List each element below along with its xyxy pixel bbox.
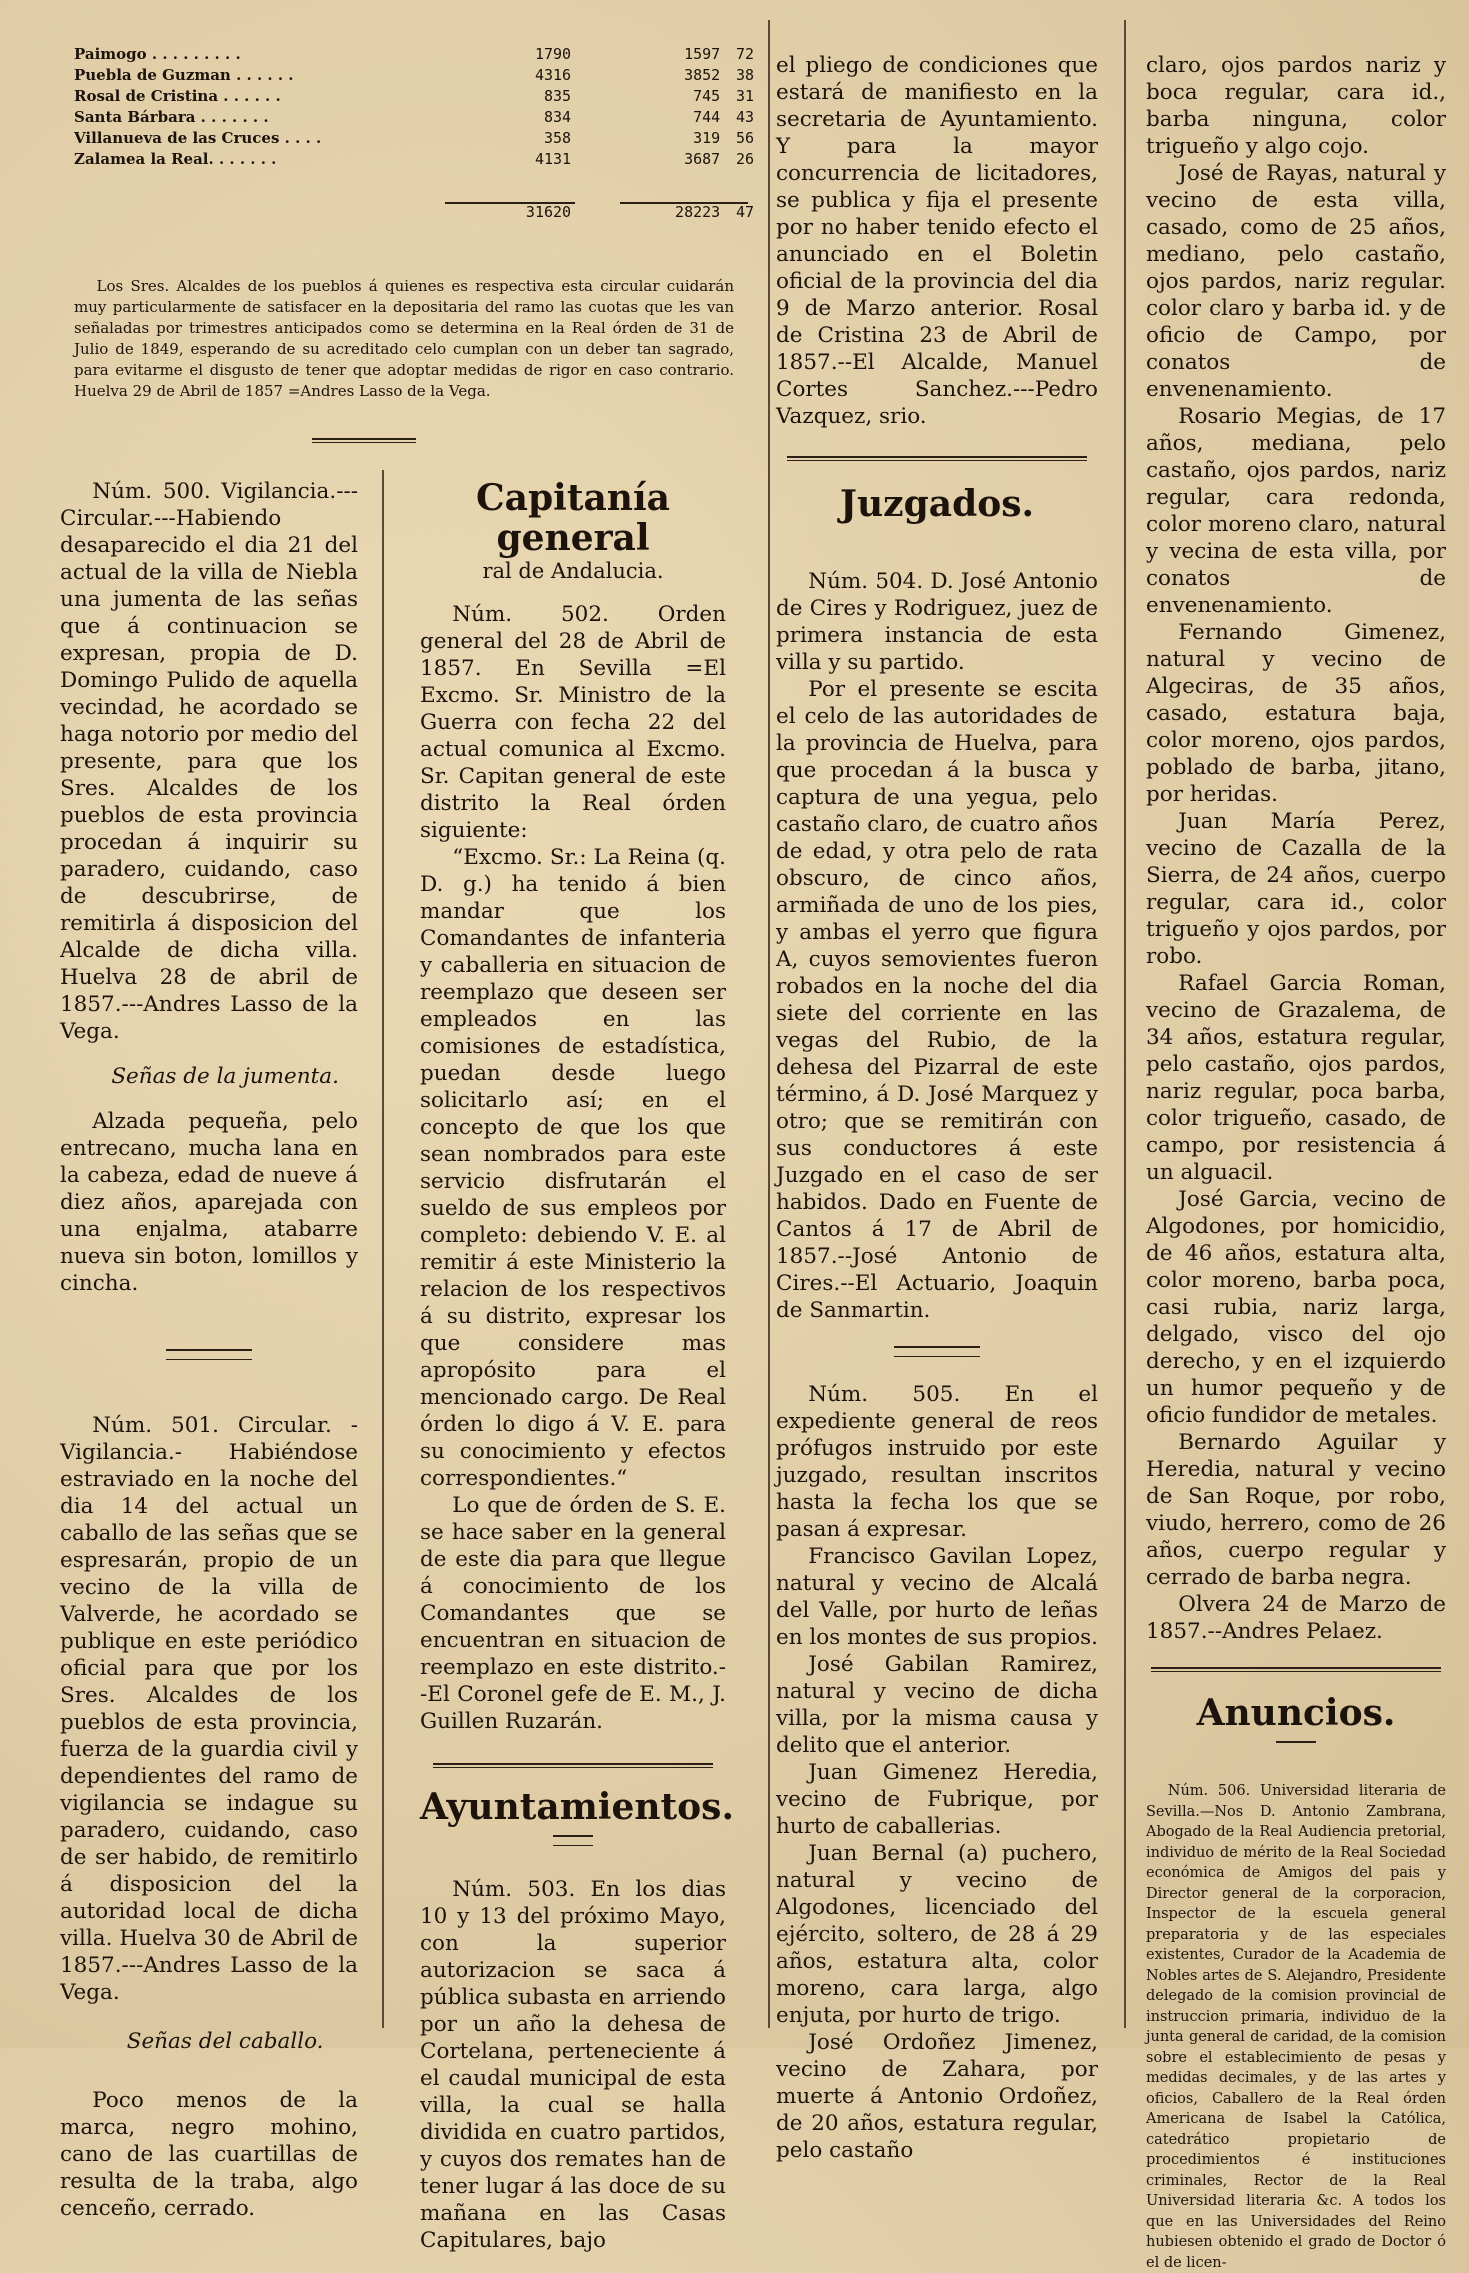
ayuntamientos-title: Ayuntamientos. (420, 1786, 734, 1828)
fugitive-entry: José Ordoñez Jimenez, vecino de Zahara, por muerte á Antonio Ordoñez, de 20 años, estatura regular, pelo castaño (776, 2030, 1098, 2163)
divider-ornament (553, 1835, 593, 1846)
table-cell-v1: 834 (543, 108, 572, 126)
column-rule (768, 20, 770, 2028)
fugitive-entry: Fernando Gimenez, natural y vecino de Algeciras, de 35 años, casado, estatura baja, color moreno, ojos pardos, poblado de barba, jitano, por heridas. (1146, 620, 1446, 807)
notice-501: Núm. 501. Circular. -Vigilancia.- Habiéndose estraviado en la noche del dia 14 del actual un caballo de las señas que se espresarán, propio de un vecino de la villa de Valverde, he acordado se publique en este periódico oficial para que por los Sres. Alcaldes de los pueblos de esta provincia, fuerza de la guardia civil y dependientes del ramo de vigilancia se indague su paradero, cuidando, caso de ser habido, de remitirlo á disposicion del la autoridad local de dicha villa. Huelva 30 de Abril de 1857.---Andres Lasso de la Vega. (60, 1413, 358, 2005)
notice-503-continued: el pliego de condiciones que estará de manifiesto en la secretaria de Ayuntamiento. Y para la mayor concurrencia de licitadores, se publica y fija el presente por no haber tenido efecto el anunciado en el Boletin oficial de la provincia del dia 9 de Marzo anterior. Rosal de Cristina 23 de Abril de 1857.--El Alcalde, Manuel Cortes Sanchez.---Pedro Vazquez, srio. (776, 53, 1098, 429)
fugitive-entry: Bernardo Aguilar y Heredia, natural y vecino de San Roque, por robo, viudo, herrero, como de 26 años, cuerpo regular y cerrado de barba negra. (1146, 1430, 1446, 1590)
table-row (74, 86, 754, 107)
senas-caballo-heading: Señas del caballo. (126, 2029, 324, 2054)
table-cell-v3: 31 (735, 87, 754, 105)
fugitive-entry: Rosario Megias, de 17 años, mediana, pelo castaño, ojos pardos, nariz regular, cara redonda, color moreno claro, natural y vecina de esta villa, por conatos de envenenamiento. (1146, 404, 1446, 618)
table-cell-v1: 4316 (534, 66, 572, 84)
notice-504-body: Por el presente se escita el celo de las autoridades de la provincia de Huelva, para que procedan á la busca y captura de una yegua, pelo castaño claro, de cuatro años de edad, y otra pelo de rata obscuro, de cinco años, armiñada de uno de los pies, y ambas el yerro que figura A, cuyos semovientes fueron robados en la noche del dia siete del corriente en las vegas del Rubio, de la dehesa del Pizarral de este término, á D. José Marquez y otro; que se remitirán con sus conductores á este Juzgado en el caso de ser habidos. Dado en Fuente de Cantos á 17 de Abril de 1857.--José Antonio de Cires.--El Actuario, Joaquin de Sanmartin. (776, 677, 1098, 1323)
table-cell-name: Villanueva de las Cruces . . . . (74, 129, 322, 147)
notice-505: Núm. 505. En el expediente general de reos prófugos instruido por este juzgado, resultan inscritos hasta la fecha los que se pasan á expresar. (776, 1382, 1098, 1542)
column-rule (382, 470, 384, 2028)
fugitive-entry: Francisco Gavilan Lopez, natural y vecino de Alcalá del Valle, por hurto de leñas en los montes de sus propios. (776, 1544, 1099, 1650)
caballo-description: Poco menos de la marca, negro mohino, cano de las cuartillas de resulta de la traba, algo cenceño, cerrado. (60, 2088, 358, 2221)
table-cell-name: Puebla de Guzman . . . . . . (74, 66, 294, 84)
table-cell-v2: 744 (693, 108, 721, 126)
spacer (937, 542, 938, 550)
notice-506: Núm. 506. Universidad literaria de Sevilla.—Nos D. Antonio Zambrana, Abogado de la Real Audiencia pretorial, individuo de mérito de la Real Sociedad económica de Amigos del pais y Director general de la corporacion, Inspector de la escuela general preparatoria y de las especiales existentes, Curador de la Academia de Nobles artes de S. Alejandro, Presidente delegado de la comision provincial de instruccion primaria, individuo de la junta general de caridad, de la comision sobre el establecimiento de pesas y medidas decimales, y de las artes y oficios, Caballero de la Real órden Americana de Isabel la Católica, catedrático propietario de procedimientos é instituciones criminales, Rector de la Real Universidad literaria &c. A todos los que en las Universidades del Reino hubiesen obtenido el grado de Doctor ó el de licen- (1146, 1783, 1446, 2271)
capitania-subtitle: ral de Andalucia. (482, 559, 664, 583)
table-cell-v2: 3852 (684, 66, 721, 84)
table-total-row (74, 202, 754, 223)
table-cell-v1: 358 (543, 129, 572, 147)
table-cell-name: Zalamea la Real. . . . . . . (74, 150, 277, 168)
anuncios-title: Anuncios. (1196, 1692, 1396, 1734)
total-v3: 47 (735, 203, 754, 221)
fugitive-entry: Juan Bernal (a) puchero, natural y vecino de Algodones, licenciado del ejército, soltero, de 28 á 29 años, estatura alta, color moreno, cara larga, algo enjuta, por hurto de trigo. (776, 1841, 1098, 2028)
divider-ornament (166, 1349, 252, 1360)
juzgados-title: Juzgados. (839, 483, 1035, 525)
fugitive-entry: José Garcia, vecino de Algodones, por homicidio, de 46 años, estatura alta, color moreno, barba poca, casi rubia, nariz larga, delgado, visco del ojo derecho, y en el izquierdo un humor pequeño y de oficio fundidor de metales. (1146, 1187, 1446, 1428)
divider-ornament (1276, 1741, 1316, 1751)
divider-ornament (312, 436, 416, 446)
juzgados-closing: Olvera 24 de Marzo de 1857.--Andres Pelaez. (1146, 1592, 1446, 1644)
column-1 (60, 478, 358, 2222)
fugitive-entry: José de Rayas, natural y vecino de esta villa, casado, como de 25 años, mediano, pelo castaño, ojos pardos, nariz regular. color claro y barba id. y de oficio de Campo, por conatos de envenenamiento. (1146, 161, 1446, 402)
fugitive-entry-continued: claro, ojos pardos nariz y boca regular, cara id., barba ninguna, color trigueño y algo cojo. (1146, 53, 1446, 159)
senas-jumenta-heading: Señas de la jumenta. (111, 1064, 339, 1089)
divider-ornament (787, 454, 1087, 464)
notice-500: Núm. 500. Vigilancia.---Circular.---Habiendo desaparecido el dia 21 del actual de la villa de Niebla una jumenta de las señas que á continuacion se expresan, propia de D. Domingo Pulido de aquella vecindad, he acordado se haga notorio por medio del presente, para que los Sres. Alcaldes de los pueblos de esta provincia procedan á inquirir su paradero, cuidando, caso de descubrirse, de remitirla á disposicion del Alcalde de dicha villa. Huelva 28 de abril de 1857.---Andres Lasso de la Vega. (60, 479, 358, 1044)
sum-rule (445, 202, 575, 204)
column-3 (776, 52, 1098, 2164)
table-cell-v3: 56 (735, 129, 754, 147)
fugitive-entry: Juan Gimenez Heredia, vecino de Fubrique, por hurto de caballerias. (776, 1760, 1098, 1839)
capitania-title: Capitanía general (476, 477, 670, 559)
table-cell-v3: 72 (735, 45, 754, 63)
table-cell-v1: 1790 (534, 45, 572, 63)
notice-502: Núm. 502. Orden general del 28 de Abril de 1857. En Sevilla =El Excmo. Sr. Ministro de la Guerra con fecha 22 del actual comunica al Excmo. Sr. Capitan general de este distrito la Real órden siguiente: (420, 602, 726, 843)
notice-502-closing: Lo que de órden de S. E. se hace saber en la general de este dia para que llegue á conocimiento de los Comandantes que se encuentran en situacion de reemplazo en este distrito.--El Coronel gefe de E. M., J. Guillen Ruzarán. (420, 1493, 726, 1734)
table-row (74, 107, 754, 128)
notice-503: Núm. 503. En los dias 10 y 13 del próximo Mayo, con la superior autorizacion se saca á pública subasta en arriendo por un año la dehesa de Cortelana, perteneciente á el caudal municipal de esta villa, la cual se halla dividida en cuatro partidos, y cuyos dos remates han de tener lugar á las doce de su mañana en las Casas Capitulares, bajo (420, 1877, 726, 2253)
column-rule (1124, 20, 1126, 2028)
table-cell-v2: 745 (693, 87, 721, 105)
column-4 (1146, 52, 1446, 2273)
table-row (74, 128, 754, 149)
table-cell-v2: 3687 (684, 150, 721, 168)
total-v1: 31620 (525, 203, 572, 221)
column-2 (420, 477, 734, 2254)
circular-note-text: Los Sres. Alcaldes de los pueblos á quienes es respectiva esta circular cuidarán muy particularmente de satisfacer en la depositaria del ramo las cuotas que les van señaladas por trimestres anticipados como se determina en la Real órden de 31 de Julio de 1849, esperando de su acreditado celo cumplan con un deber tan sagrado, para evitarme el disgusto de tener que adoptar medidas de rigor en caso contrario. Huelva 29 de Abril de 1857 =Andres Lasso de la Vega. (74, 277, 734, 400)
table-row (74, 65, 754, 86)
jumenta-description: Alzada pequeña, pelo entrecano, mucha lana en la cabeza, edad de nueve á diez años, aparejada con una enjalma, atabarre nueva sin boton, lomillos y cincha. (60, 1109, 358, 1296)
divider-ornament (894, 1346, 980, 1357)
table-cell-v3: 38 (735, 66, 754, 84)
circular-note (74, 276, 734, 402)
sum-rule (620, 202, 748, 204)
divider-ornament (1151, 1665, 1441, 1675)
table-cell-name: Rosal de Cristina . . . . . . (74, 87, 281, 105)
total-v2: 28223 (675, 203, 721, 221)
fugitive-entry: Rafael Garcia Roman, vecino de Grazalema, de 34 años, estatura regular, pelo castaño, ojos pardos, nariz regular, poca barba, color trigueño, casado, de campo, por resistencia á un alguacil. (1146, 971, 1446, 1185)
table-cell-v2: 319 (693, 129, 721, 147)
table-cell-v1: 4131 (534, 150, 572, 168)
table-row (74, 149, 754, 170)
table-cell-v2: 1597 (684, 45, 721, 63)
table-cell-name: Paimogo . . . . . . . . . (74, 45, 241, 63)
table-cell-v1: 835 (543, 87, 572, 105)
population-table (74, 44, 754, 223)
fugitive-entry: José Gabilan Ramirez, natural y vecino de dicha villa, por la misma causa y delito que el anterior. (776, 1652, 1098, 1758)
table-row (74, 44, 754, 65)
fugitive-entry: Juan María Perez, vecino de Cazalla de la Sierra, de 24 años, cuerpo regular, cara id., color trigueño y ojos pardos, por robo. (1146, 809, 1446, 969)
table-cell-v3: 43 (735, 108, 754, 126)
notice-504: Núm. 504. D. José Antonio de Cires y Rodriguez, juez de primera instancia de esta villa y su partido. (776, 569, 1098, 675)
table-cell-v3: 26 (735, 150, 754, 168)
table-cell-name: Santa Bárbara . . . . . . . (74, 108, 269, 126)
divider-ornament (433, 1761, 713, 1771)
royal-order-quote: “Excmo. Sr.: La Reina (q. D. g.) ha tenido á bien mandar que los Comandantes de infanteria y caballeria en situacion de reemplazo que deseen ser empleados en las comisiones de estadística, puedan desde luego solicitarlo así; en el concepto de que los que sean nombrados para este servicio disfrutarán el sueldo de sus empleos por completo: debiendo V. E. al remitir á este Ministerio la relacion de los respectivos á su distrito, expresar los que considere mas apropósito para el mencionado cargo. De Real órden lo digo á V. E. para su conocimiento y efectos correspondientes.“ (420, 845, 726, 1491)
